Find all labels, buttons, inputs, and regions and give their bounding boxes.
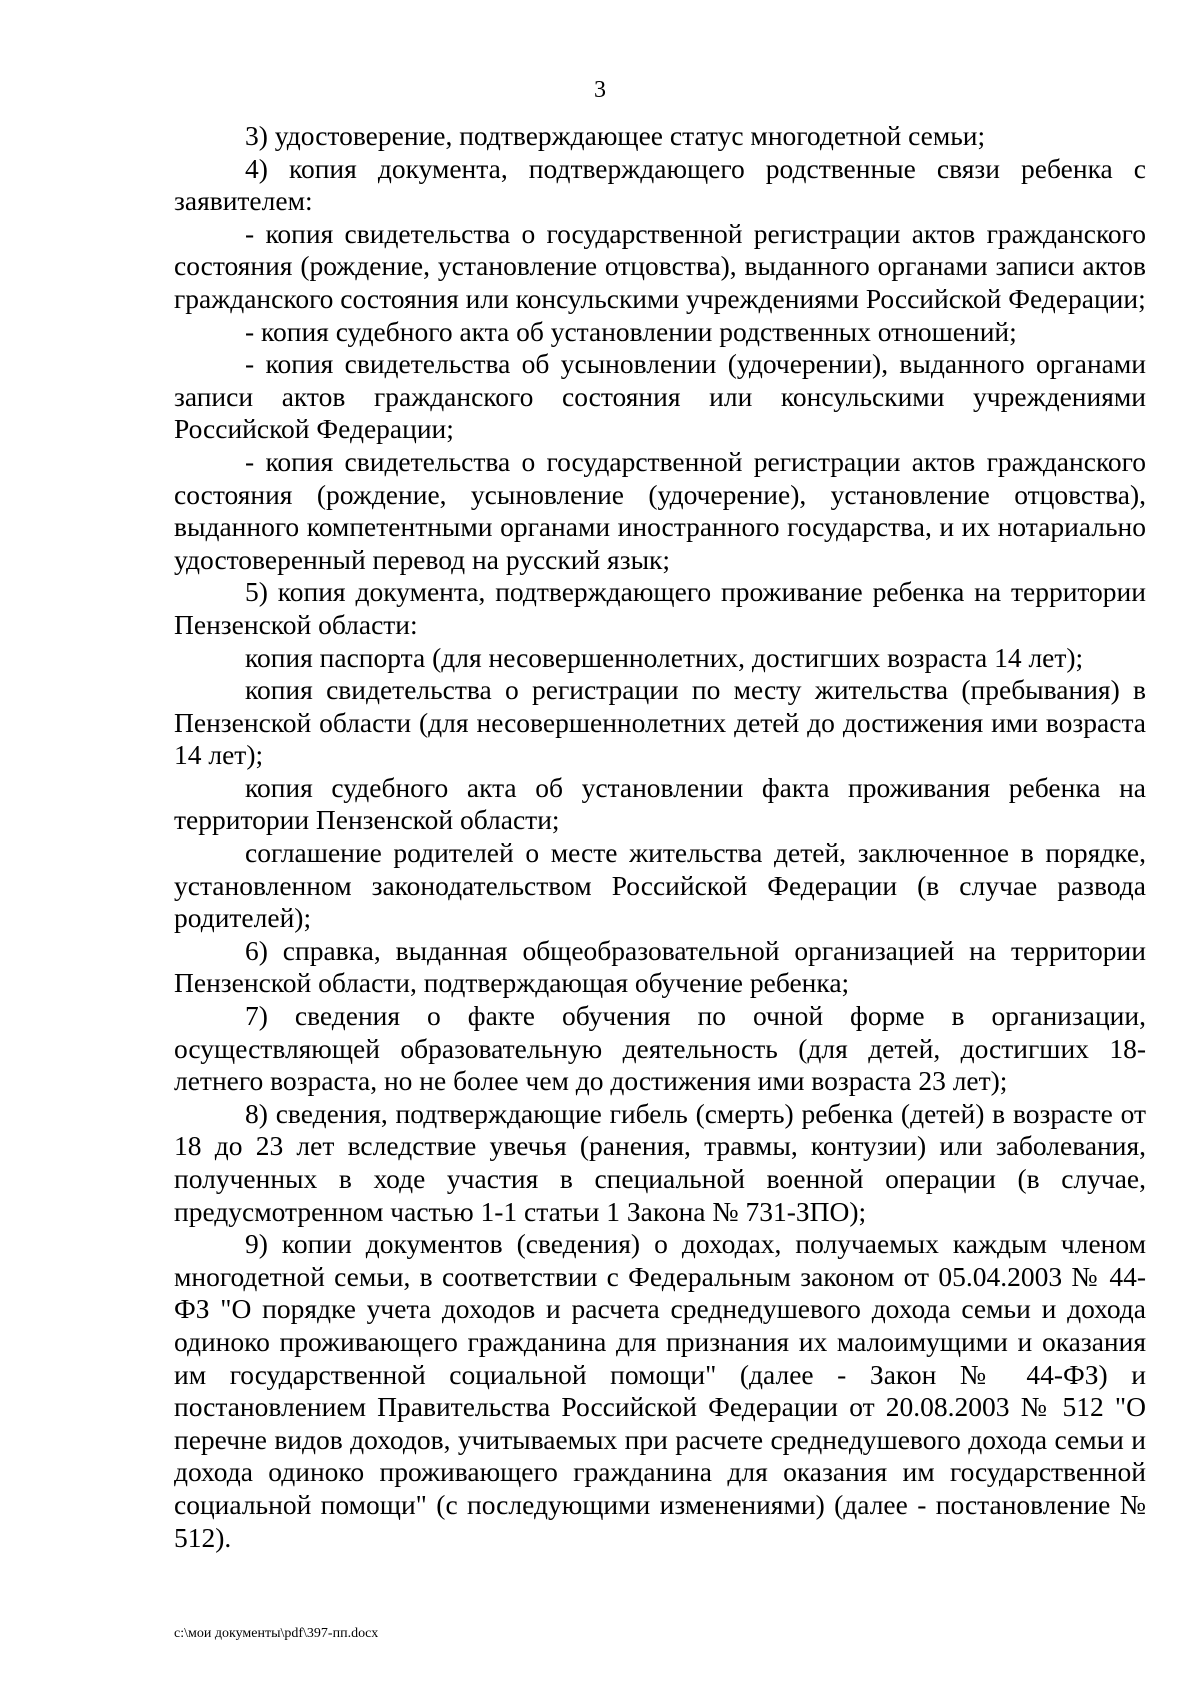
paragraph-9-income-documents: 9) копии документов (сведения) о доходах, получаемых каждым членом многодетной семьи, в соответствии с Федеральным законом от 05.04.2003 № 44-ФЗ "О порядке учета доходов и расчета среднедушевого дохода семьи и дохода одиноко проживающего гражданина для признания их малоимущими и оказания им государственной социальной помощи" (далее - Закон № 44-ФЗ) и постановлением Правительства Российской Федерации от 20.08.2003 № 512 "О перечне видов доходов, учитываемых при расчете среднедушевого дохода семьи и дохода одиноко проживающего гражданина для оказания им государственной социальной помощи" (с последующими изменениями) (далее - постановление № 512). xyxy=(174,1228,1146,1553)
paragraph-birth-certificate: - копия свидетельства о государственной регистрации актов гражданского состояния (рождение, установление отцовства), выданного органами записи актов гражданского состояния или консульскими учреждениями Российской Федерации; xyxy=(174,217,1146,314)
paragraph-5-residence-document: 5) копия документа, подтверждающего проживание ребенка на территории Пензенской области: xyxy=(174,576,1146,640)
paragraph-foreign-certificate: - копия свидетельства о государственной регистрации актов гражданского состояния (рождение, усыновление (удочерение), установление отцовства), выданного компетентными органами иностранного государства, и их нотариально удостоверенный перевод на русский язык; xyxy=(174,445,1146,575)
paragraph-court-act-kinship: - копия судебного акта об установлении родственных отношений; xyxy=(245,315,1017,347)
paragraph-8-death-information: 8) сведения, подтверждающие гибель (смерть) ребенка (детей) в возрасте от 18 до 23 лет вследствие увечья (ранения, травмы, контузии) или заболевания, полученных в ходе участия в специальной военной операции (в случае, предусмотренном частью 1-1 статьи 1 Закона № 731-ЗПО); xyxy=(174,1097,1146,1227)
paragraph-registration-certificate: копия свидетельства о регистрации по месту жительства (пребывания) в Пензенской области (для несовершеннолетних детей до достижения ими возраста 14 лет); xyxy=(174,674,1146,771)
footer-file-path: c:\мои документы\pdf\397-пп.docx xyxy=(174,1626,379,1641)
paragraph-adoption-certificate: - копия свидетельства об усыновлении (удочерении), выданного органами записи актов гражданского состояния или консульскими учреждениями Российской Федерации; xyxy=(174,348,1146,445)
document-body xyxy=(174,120,1146,1554)
paragraph-7-full-time-study: 7) сведения о факте обучения по очной форме в организации, осуществляющей образовательную деятельность (для детей, достигших 18-летнего возраста, но не более чем до достижения ими возраста 23 лет); xyxy=(174,1000,1146,1097)
paragraph-3-certificate: 3) удостоверение, подтверждающее статус многодетной семьи; xyxy=(245,120,986,151)
paragraph-court-act-residence: копия судебного акта об установлении факта проживания ребенка на территории Пензенской области; xyxy=(174,771,1146,836)
page-number: 3 xyxy=(594,77,606,103)
paragraph-parents-agreement: соглашение родителей о месте жительства детей, заключенное в порядке, установленном законодательством Российской Федерации (в случае развода родителей); xyxy=(174,837,1146,934)
paragraph-4-kinship-document: 4) копия документа, подтверждающего родственные связи ребенка с заявителем: xyxy=(174,152,1146,217)
paragraph-passport-copy: копия паспорта (для несовершеннолетних, достигших возраста 14 лет); xyxy=(245,641,1084,673)
paragraph-6-school-certificate: 6) справка, выданная общеобразовательной организацией на территории Пензенской области, подтверждающая обучение ребенка; xyxy=(174,934,1146,999)
